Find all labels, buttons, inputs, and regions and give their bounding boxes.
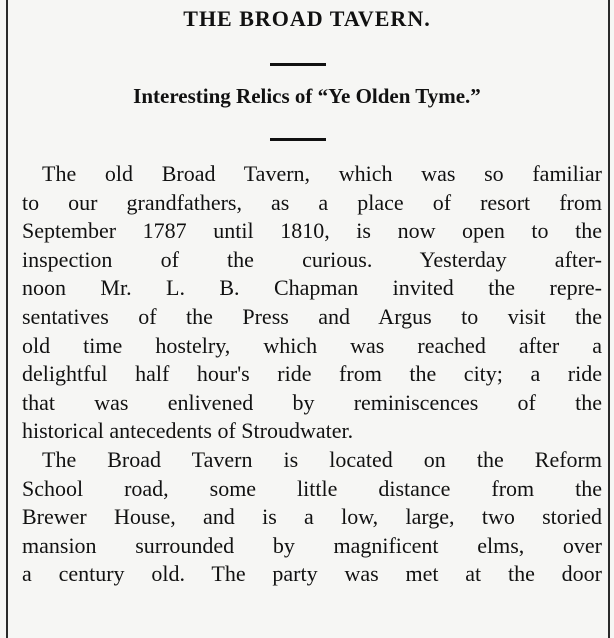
article-subheadline: Interesting Relics of “Ye Olden Tyme.” bbox=[133, 84, 481, 108]
body-line: delightful half hour's ride from the city; a ride bbox=[22, 361, 602, 387]
headline-divider bbox=[270, 63, 326, 66]
body-line: historical antecedents of Stroudwater. bbox=[22, 418, 354, 444]
body-line: noon Mr. L. B. Chapman invited the repre- bbox=[22, 275, 602, 301]
body-line: sentatives of the Press and Argus to visit the bbox=[22, 303, 602, 329]
body-line: School road, some little distance from the bbox=[22, 475, 602, 501]
body-line: Brewer House, and is a low, large, two storied bbox=[22, 504, 602, 530]
body-line: a century old. The party was met at the door bbox=[22, 561, 602, 587]
body-line: inspection of the curious. Yesterday after- bbox=[22, 246, 602, 272]
body-line: The old Broad Tavern, which was so familiar bbox=[42, 161, 602, 186]
body-line: to our grandfathers, as a place of resort from bbox=[22, 189, 602, 215]
body-line: The Broad Tavern is located on the Reform bbox=[42, 446, 602, 472]
body-line: mansion surrounded by magnificent elms, over bbox=[22, 532, 602, 558]
subheadline-divider bbox=[270, 138, 326, 141]
article-body bbox=[22, 160, 602, 589]
body-line: September 1787 until 1810, is now open to the bbox=[22, 218, 602, 244]
body-line: that was enlivened by reminiscences of the bbox=[22, 389, 602, 415]
body-line: old time hostelry, which was reached after a bbox=[22, 332, 602, 358]
article-headline: THE BROAD TAVERN. bbox=[183, 6, 431, 31]
